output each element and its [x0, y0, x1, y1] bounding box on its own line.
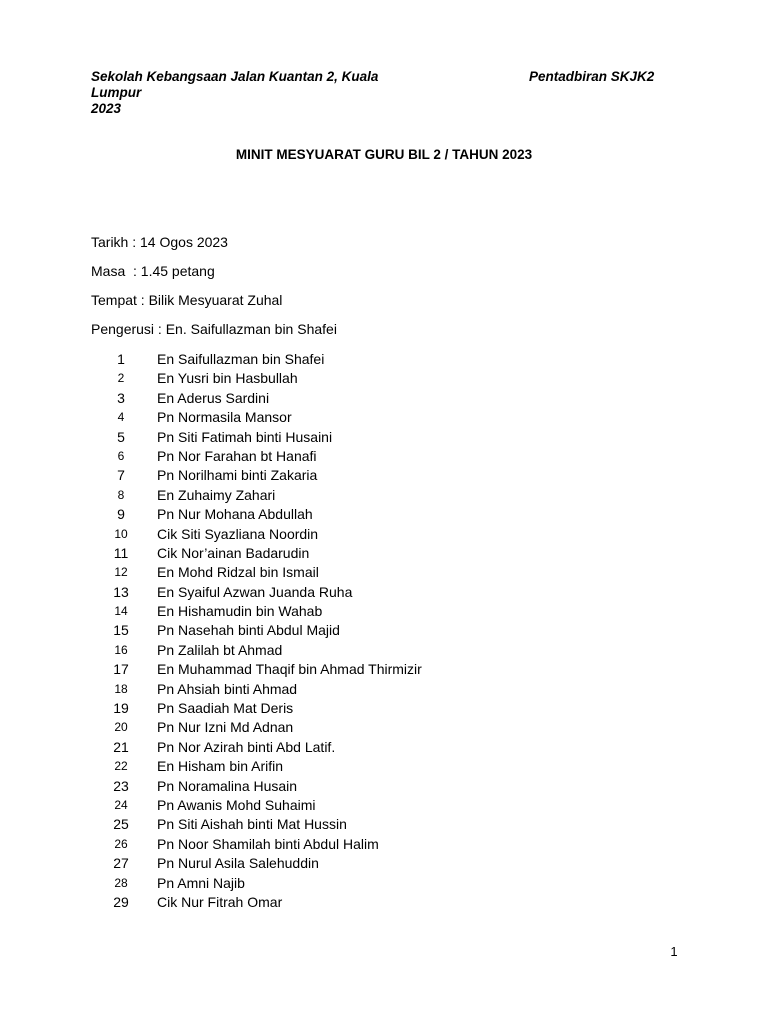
attendee-name: Pn Normasila Mansor: [157, 409, 292, 426]
attendee-name: Pn Siti Fatimah binti Husaini: [157, 428, 333, 445]
attendee-number: 19: [113, 700, 129, 717]
attendee-name: En Zuhaimy Zahari: [157, 486, 276, 503]
attendee-name: En Yusri bin Hasbullah: [157, 370, 298, 387]
attendee-number: 29: [113, 893, 129, 910]
attendee-name: Pn Noor Shamilah binti Abdul Halim: [157, 835, 379, 852]
attendee-number: 2: [117, 371, 125, 386]
attendee-row: [0, 428, 768, 447]
attendee-row: [0, 699, 768, 718]
attendee-name: Pn Saadiah Mat Deris: [157, 700, 294, 717]
attendee-number: 7: [117, 467, 125, 484]
attendee-number: 25: [113, 816, 129, 833]
attendee-name: Pn Awanis Mohd Suhaimi: [157, 796, 316, 813]
attendee-number: 24: [114, 797, 128, 812]
attendee-number: 1: [117, 351, 125, 367]
attendee-row: [0, 466, 768, 485]
attendee-row: [0, 680, 768, 699]
attendee-row: [0, 408, 768, 427]
attendee-row: [0, 718, 768, 737]
attendee-row: [0, 486, 768, 505]
attendee-row: [0, 621, 768, 640]
meeting-chair: Pengerusi : En. Saifullazman bin Shafei: [91, 321, 337, 337]
attendee-row: [0, 641, 768, 660]
meeting-time: Masa : 1.45 petang: [91, 263, 215, 279]
attendee-row: [0, 369, 768, 388]
attendee-number: 18: [114, 681, 128, 696]
attendee-name: Pn Zalilah bt Ahmad: [157, 641, 283, 658]
attendee-number: 22: [114, 759, 128, 774]
attendee-name: Cik Nor’ainan Badarudin: [157, 544, 310, 561]
attendee-name: En Syaiful Azwan Juanda Ruha: [157, 583, 353, 600]
attendee-number: 12: [114, 565, 128, 580]
attendee-name: Pn Amni Najib: [157, 874, 245, 891]
attendee-number: 14: [114, 604, 128, 619]
attendee-row: [0, 525, 768, 544]
attendee-number: 26: [114, 836, 128, 851]
attendee-name: En Aderus Sardini: [157, 389, 270, 406]
school-header: [91, 69, 431, 117]
attendee-list: [0, 350, 768, 912]
attendee-name: En Saifullazman bin Shafei: [157, 351, 325, 367]
school-year: 2023: [91, 101, 122, 116]
attendee-name: Pn Nurul Asila Salehuddin: [157, 855, 319, 872]
attendee-number: 11: [113, 544, 129, 561]
attendee-row: [0, 563, 768, 582]
attendee-number: 13: [113, 583, 129, 600]
attendee-number: 27: [113, 855, 129, 872]
attendee-number: 5: [117, 428, 125, 445]
attendee-number: 3: [117, 389, 125, 406]
attendee-row: [0, 505, 768, 524]
attendee-name: Pn Noramalina Husain: [157, 777, 298, 794]
attendee-row: [0, 660, 768, 679]
attendee-name: En Hisham bin Arifin: [157, 758, 284, 775]
attendee-row: [0, 757, 768, 776]
attendee-name: En Mohd Ridzal bin Ismail: [157, 564, 319, 581]
attendee-number: 10: [114, 526, 128, 541]
attendee-name: En Hishamudin bin Wahab: [157, 603, 323, 620]
attendee-row: [0, 583, 768, 602]
attendee-row: [0, 835, 768, 854]
attendee-row: [0, 544, 768, 563]
attendee-name: Pn Nasehah binti Abdul Majid: [157, 622, 340, 639]
attendee-row: [0, 796, 768, 815]
attendee-row: [0, 893, 768, 912]
attendee-name: Pn Nur Izni Md Adnan: [157, 719, 294, 736]
attendee-row: [0, 815, 768, 834]
attendee-name: En Muhammad Thaqif bin Ahmad Thirmizir: [157, 661, 422, 678]
attendee-name: Pn Siti Aishah binti Mat Hussin: [157, 816, 347, 833]
attendee-number: 8: [117, 487, 125, 502]
attendee-name: Cik Siti Syazliana Noordin: [157, 525, 319, 542]
admin-header: Pentadbiran SKJK2: [529, 69, 655, 84]
attendee-number: 17: [113, 661, 129, 678]
meeting-place: Tempat : Bilik Mesyuarat Zuhal: [91, 292, 283, 308]
attendee-row: [0, 874, 768, 893]
attendee-name: Pn Nor Azirah binti Abd Latif.: [157, 738, 336, 755]
attendee-row: [0, 602, 768, 621]
attendee-number: 15: [113, 622, 129, 639]
attendee-row: [0, 389, 768, 408]
attendee-name: Pn Nor Farahan bt Hanafi: [157, 447, 317, 464]
attendee-name: Pn Norilhami binti Zakaria: [157, 467, 318, 484]
attendee-number: 6: [117, 448, 125, 463]
attendee-row: [0, 350, 768, 369]
attendee-number: 28: [114, 875, 128, 890]
attendee-number: 23: [113, 777, 129, 794]
attendee-number: 20: [114, 720, 128, 735]
attendee-row: [0, 447, 768, 466]
meeting-date: Tarikh : 14 Ogos 2023: [91, 234, 228, 250]
attendee-number: 16: [114, 642, 128, 657]
page-number: 1: [670, 944, 678, 959]
attendee-name: Cik Nur Fitrah Omar: [157, 893, 283, 910]
school-name: Sekolah Kebangsaan Jalan Kuantan 2, Kuala Lumpur: [91, 69, 379, 100]
attendee-number: 9: [117, 506, 125, 523]
attendee-name: Pn Ahsiah binti Ahmad: [157, 680, 298, 697]
attendee-number: 21: [113, 738, 129, 755]
attendee-name: Pn Nur Mohana Abdullah: [157, 506, 313, 523]
document-title: MINIT MESYUARAT GURU BIL 2 / TAHUN 2023: [235, 147, 533, 162]
attendee-row: [0, 777, 768, 796]
attendee-row: [0, 854, 768, 873]
attendee-row: [0, 738, 768, 757]
attendee-number: 4: [117, 410, 125, 425]
